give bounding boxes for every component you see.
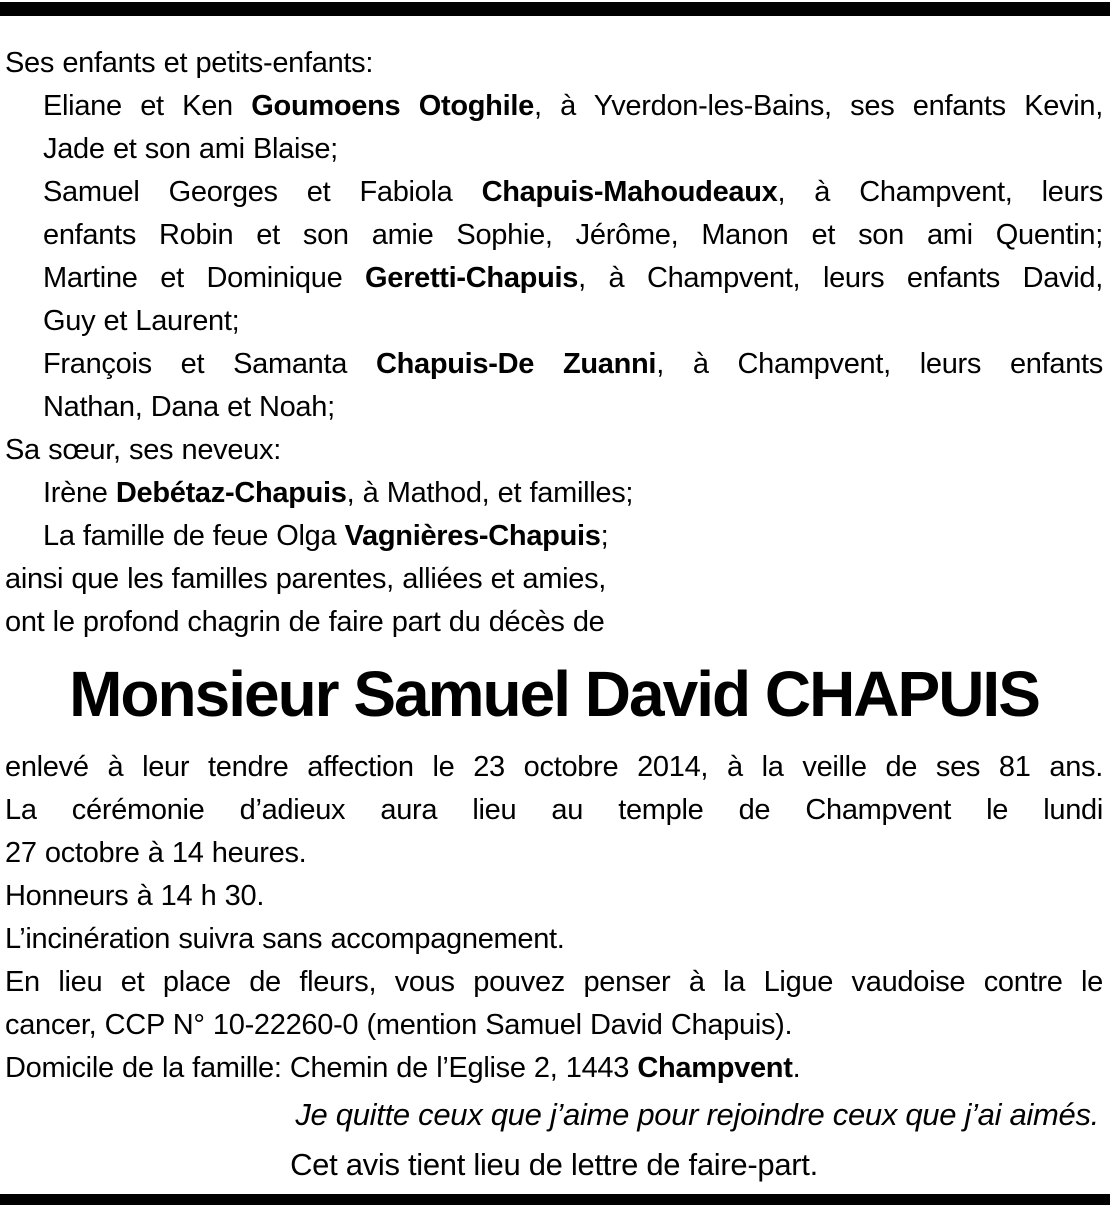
notice-text: , à Champvent, leurs [777,176,1103,208]
notice-text: Guy et Laurent; [43,305,240,337]
notice-line [5,746,1103,789]
bottom-rule [0,1194,1110,1205]
family-name-bold: Chapuis-Mahoudeaux [481,176,778,208]
notice-text: ont le profond chagrin de faire part du décès de [5,606,605,638]
notice-text: Martine et Dominique [43,262,366,294]
notice-line [5,601,1103,644]
notice-line [5,789,1103,832]
notice-line [5,558,1103,601]
notice-text: . [792,1052,801,1084]
notice-text: enfants Robin et son amie Sophie, Jérôme, Manon et son ami Quentin; [43,219,1103,251]
notice-text: Jade et son ami Blaise; [43,133,338,165]
notice-text: Irène [43,477,116,509]
notice-line [5,42,1103,85]
notice-text: François et Samanta [43,348,376,380]
notice-line [5,300,1103,343]
notice-text: enlevé à leur tendre affection le 23 octobre 2014, à la veille de ses 81 ans. [5,751,1103,783]
notice-line [5,918,1103,961]
notice-text: La cérémonie d’adieux aura lieu au temple de Champvent le lundi [5,794,1103,826]
notice-line [5,832,1103,875]
notice-line [5,257,1103,300]
notice-line [5,85,1103,128]
notice-line [5,386,1103,429]
notice-line [5,961,1103,1004]
ceremony-details-block [5,746,1103,1090]
faire-part-note: Cet avis tient lieu de lettre de faire-part. [290,1147,818,1182]
notice-text: Honneurs à 14 h 30. [5,880,265,912]
family-name-bold: Vagnières-Chapuis [344,520,601,552]
notice-text: cancer, CCP N° 10-22260-0 (mention Samuel David Chapuis). [5,1009,793,1041]
notice-line [5,875,1103,918]
family-block [5,42,1103,644]
notice-text: La famille de feue Olga [43,520,345,552]
family-name-bold: Geretti-Chapuis [365,262,579,294]
notice-line [5,128,1103,171]
family-name-bold: Chapuis-De Zuanni [375,348,657,380]
top-rule [0,2,1110,16]
family-name-bold: Goumoens Otoghile [251,90,534,122]
notice-line [5,171,1103,214]
notice-text: , à Yverdon-les-Bains, ses enfants Kevin, [533,90,1104,122]
notice-content [5,16,1103,1190]
notice-line [5,429,1103,472]
epitaph-quote: Je quitte ceux que j’aime pour rejoindre ceux que j’ai aimés. [295,1097,1099,1132]
notice-text: En lieu et place de fleurs, vous pouvez penser à la Ligue vaudoise contre le [5,966,1103,998]
notice-text: L’incinération suivra sans accompagnement. [5,923,565,955]
notice-line [5,1047,1103,1090]
notice-line [5,343,1103,386]
notice-text: Nathan, Dana et Noah; [43,391,335,423]
notice-line [5,515,1103,558]
notice-text: Samuel Georges et Fabiola [43,176,482,208]
notice-text: ; [600,520,609,552]
notice-line [5,214,1103,257]
notice-text: Sa sœur, ses neveux: [5,434,281,466]
family-name-bold: Champvent [637,1052,793,1084]
notice-text: Eliane et Ken [43,90,252,122]
notice-text: , à Champvent, leurs enfants [656,348,1103,380]
notice-text: 27 octobre à 14 heures. [5,837,307,869]
notice-text: Domicile de la famille: Chemin de l’Eglise 2, 1443 [5,1052,638,1084]
notice-line [5,472,1103,515]
family-name-bold: Debétaz-Chapuis [115,477,347,509]
notice-line [5,1004,1103,1047]
notice-text: , à Mathod, et familles; [346,477,634,509]
notice-text: Ses enfants et petits-enfants: [5,47,374,79]
notice-text: ainsi que les familles parentes, alliées et amies, [5,563,607,595]
deceased-name-title: Monsieur Samuel David CHAPUIS [69,658,1039,730]
notice-text: , à Champvent, leurs enfants David, [578,262,1104,294]
